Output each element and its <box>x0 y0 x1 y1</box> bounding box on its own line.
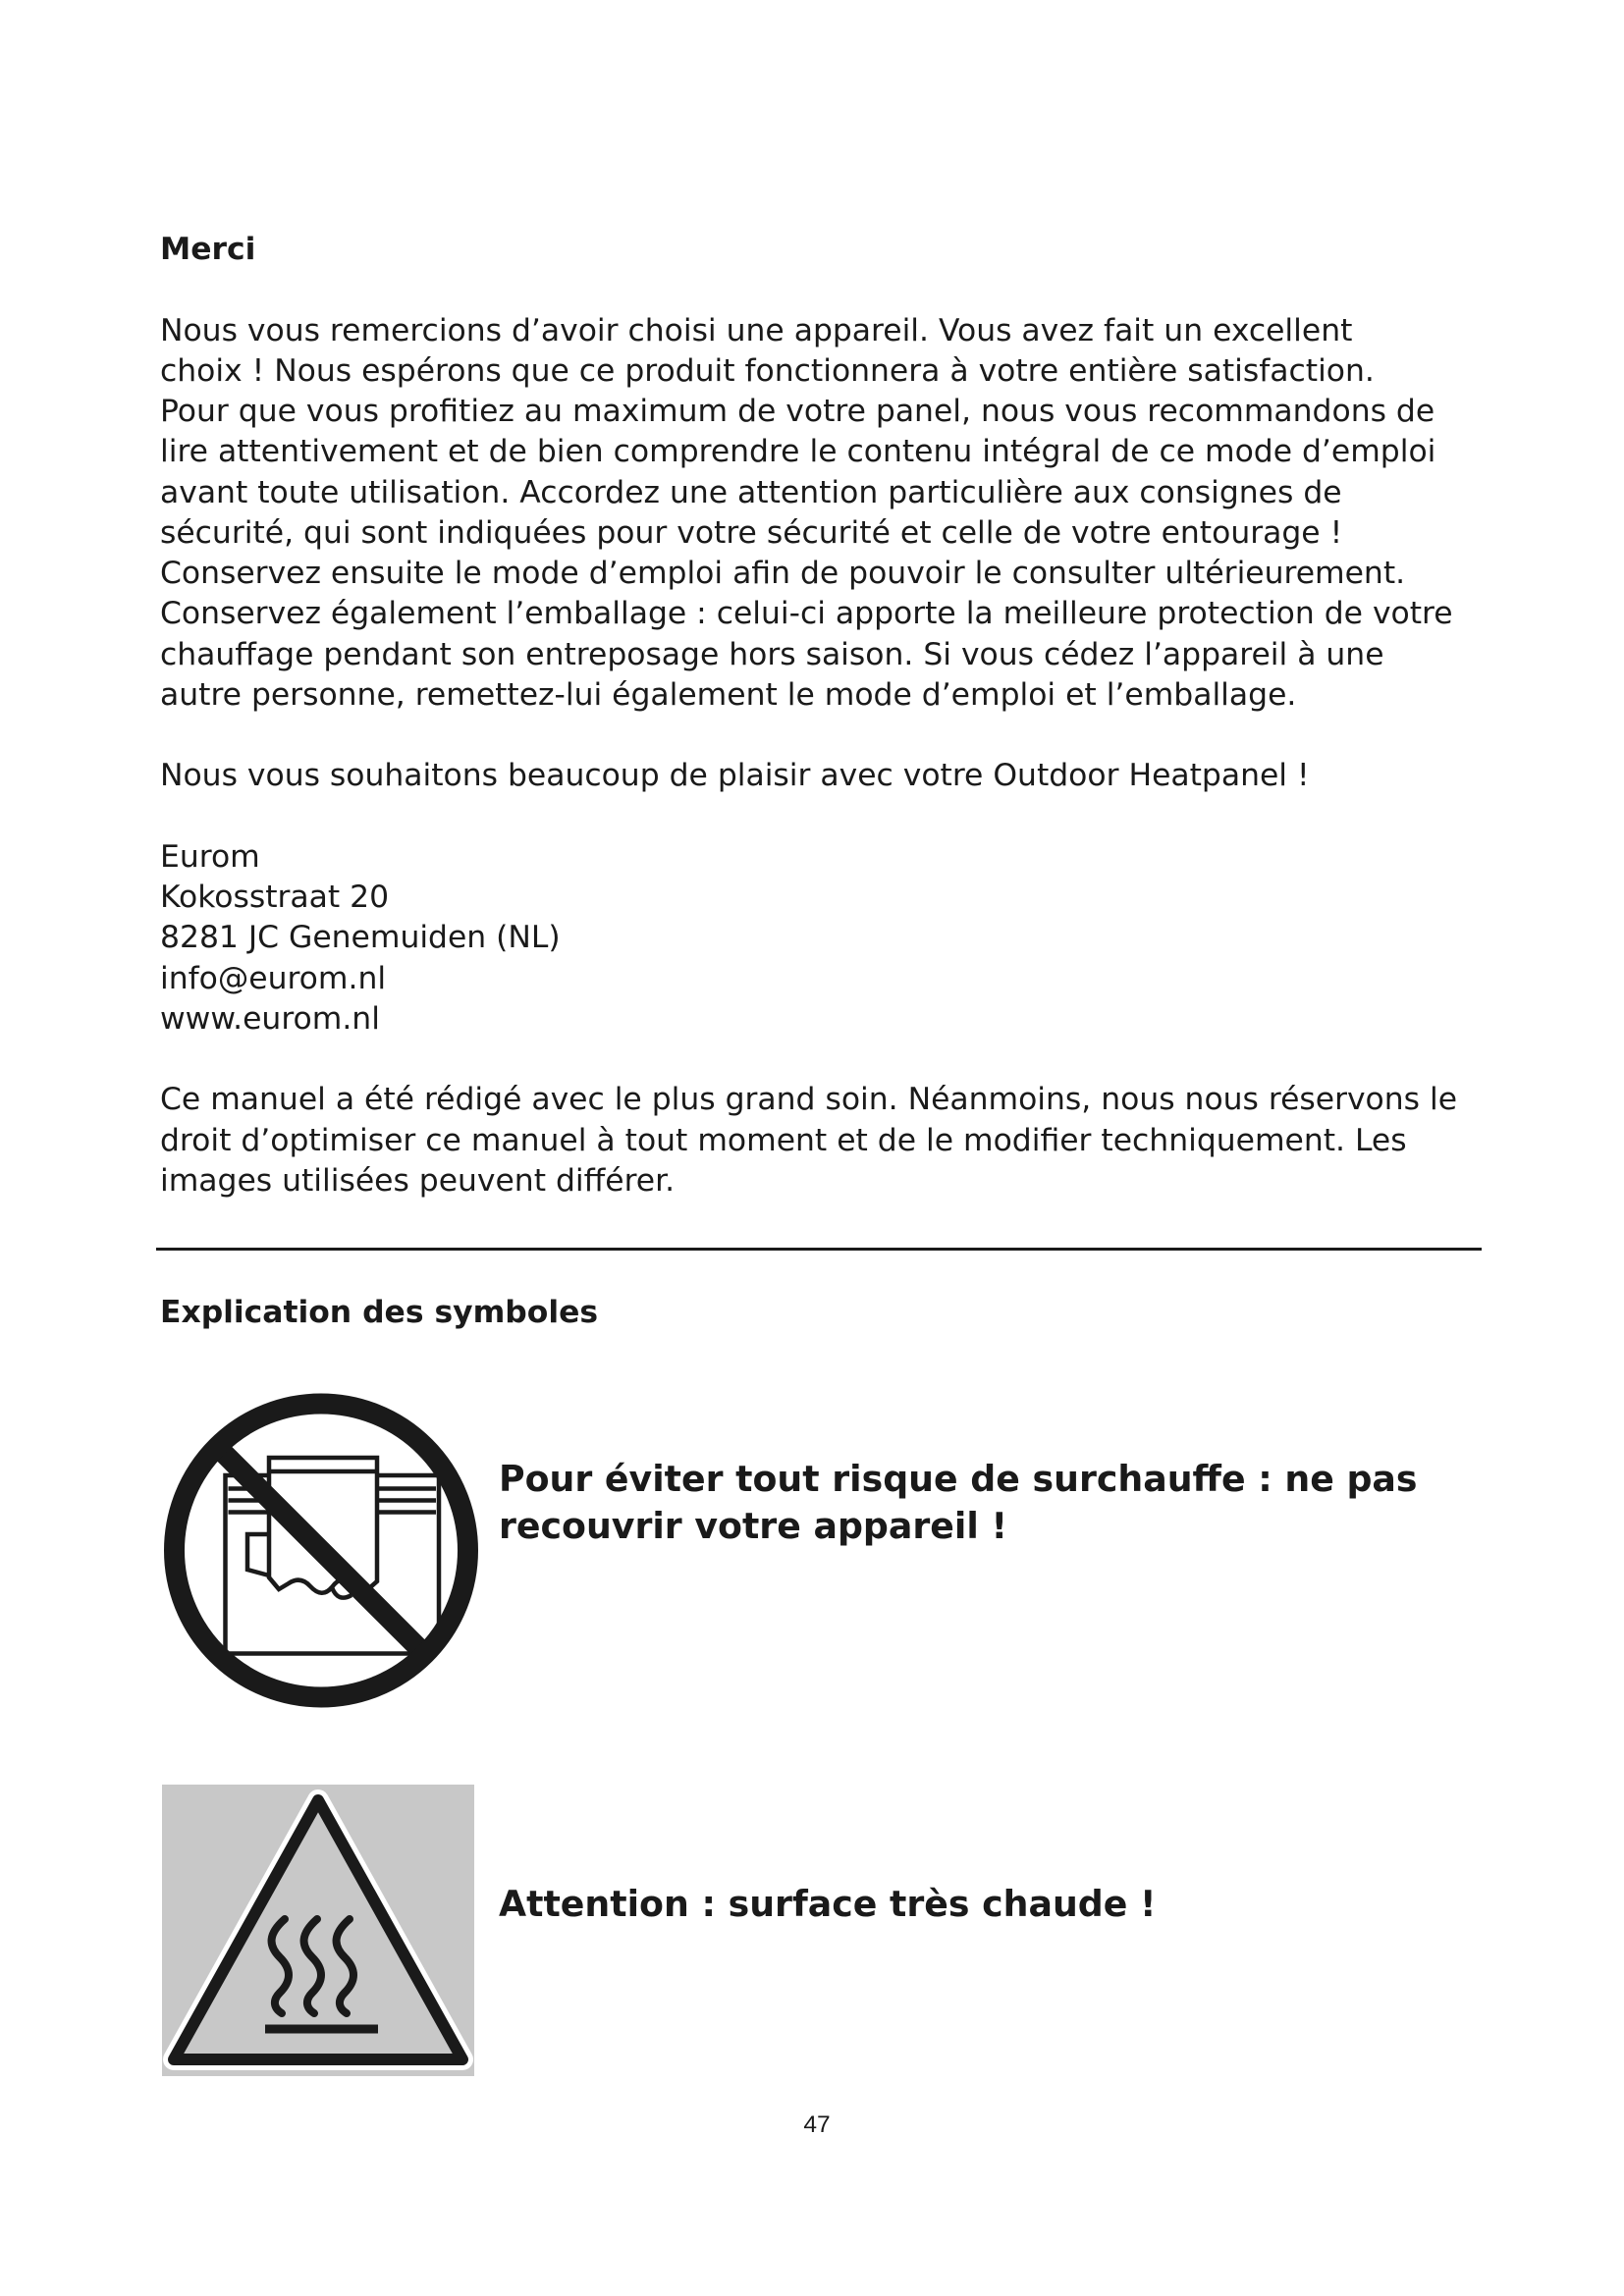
symbol-text-line: Pour éviter tout risque de surchauffe : ne pas <box>499 1458 1418 1500</box>
paragraph-line: choix ! Nous espérons que ce produit fonctionnera à votre entière satisfaction. <box>160 352 1375 389</box>
spacer <box>160 1040 1457 1080</box>
no-covering-icon <box>163 1393 481 1709</box>
disclaimer-paragraph <box>160 1080 1457 1201</box>
address-block <box>160 837 1457 1040</box>
paragraph-line: Conservez également l’emballage : celui-ci apporte la meilleure protection de votre <box>160 596 1453 632</box>
no-covering-text <box>499 1456 1418 1551</box>
symbol-text-line: Attention : surface très chaude ! <box>499 1883 1157 1925</box>
spacer <box>160 797 1457 837</box>
section-divider <box>156 1248 1482 1251</box>
paragraph-line: avant toute utilisation. Accordez une attention particulière aux consignes de <box>160 474 1342 510</box>
paragraph-line: Nous vous remercions d’avoir choisi une appareil. Vous avez fait un excellent <box>160 312 1353 348</box>
street-address: Kokosstraat 20 <box>160 880 390 915</box>
closing-wish: Nous vous souhaitons beaucoup de plaisir avec votre Outdoor Heatpanel ! <box>160 758 1310 794</box>
paragraph-line: autre personne, remettez-lui également le mode d’emploi et l’emballage. <box>160 676 1297 713</box>
hot-surface-text <box>499 1881 1157 1928</box>
paragraph-line: droit d’optimiser ce manuel à tout moment et de le modifier techniquement. Les <box>160 1122 1407 1158</box>
company-name: Eurom <box>160 838 260 875</box>
paragraph-line: sécurité, qui sont indiquées pour votre sécurité et celle de votre entourage ! <box>160 514 1343 551</box>
website-address: www.eurom.nl <box>160 1000 380 1037</box>
intro-title: Merci <box>160 232 256 267</box>
paragraph-line: Ce manuel a été rédigé avec le plus grand soin. Néanmoins, nous nous réservons le <box>160 1082 1458 1118</box>
thank-you-paragraph <box>160 311 1457 717</box>
paragraph-line: Pour que vous profitiez au maximum de votre panel, nous vous recommandons de <box>160 394 1435 429</box>
page-number: 47 <box>803 2111 831 2138</box>
symbols-title: Explication des symboles <box>160 1295 599 1330</box>
paragraph-line: images utilisées peuvent différer. <box>160 1162 676 1199</box>
symbol-text-line: recouvrir votre appareil ! <box>499 1505 1007 1548</box>
spacer <box>160 716 1457 756</box>
paragraph-line: chauffage pendant son entreposage hors saison. Si vous cédez l’appareil à une <box>160 636 1384 672</box>
hot-surface-warning-icon <box>162 1785 474 2076</box>
paragraph-line: Conservez ensuite le mode d’emploi afin de pouvoir le consulter ultérieurement. <box>160 556 1406 591</box>
email-address: info@eurom.nl <box>160 960 387 996</box>
spacer <box>160 270 1457 310</box>
postal-address: 8281 JC Genemuiden (NL) <box>160 920 561 956</box>
paragraph-line: lire attentivement et de bien comprendre le contenu intégral de ce mode d’emploi <box>160 434 1436 470</box>
intro-section <box>160 230 1457 1201</box>
